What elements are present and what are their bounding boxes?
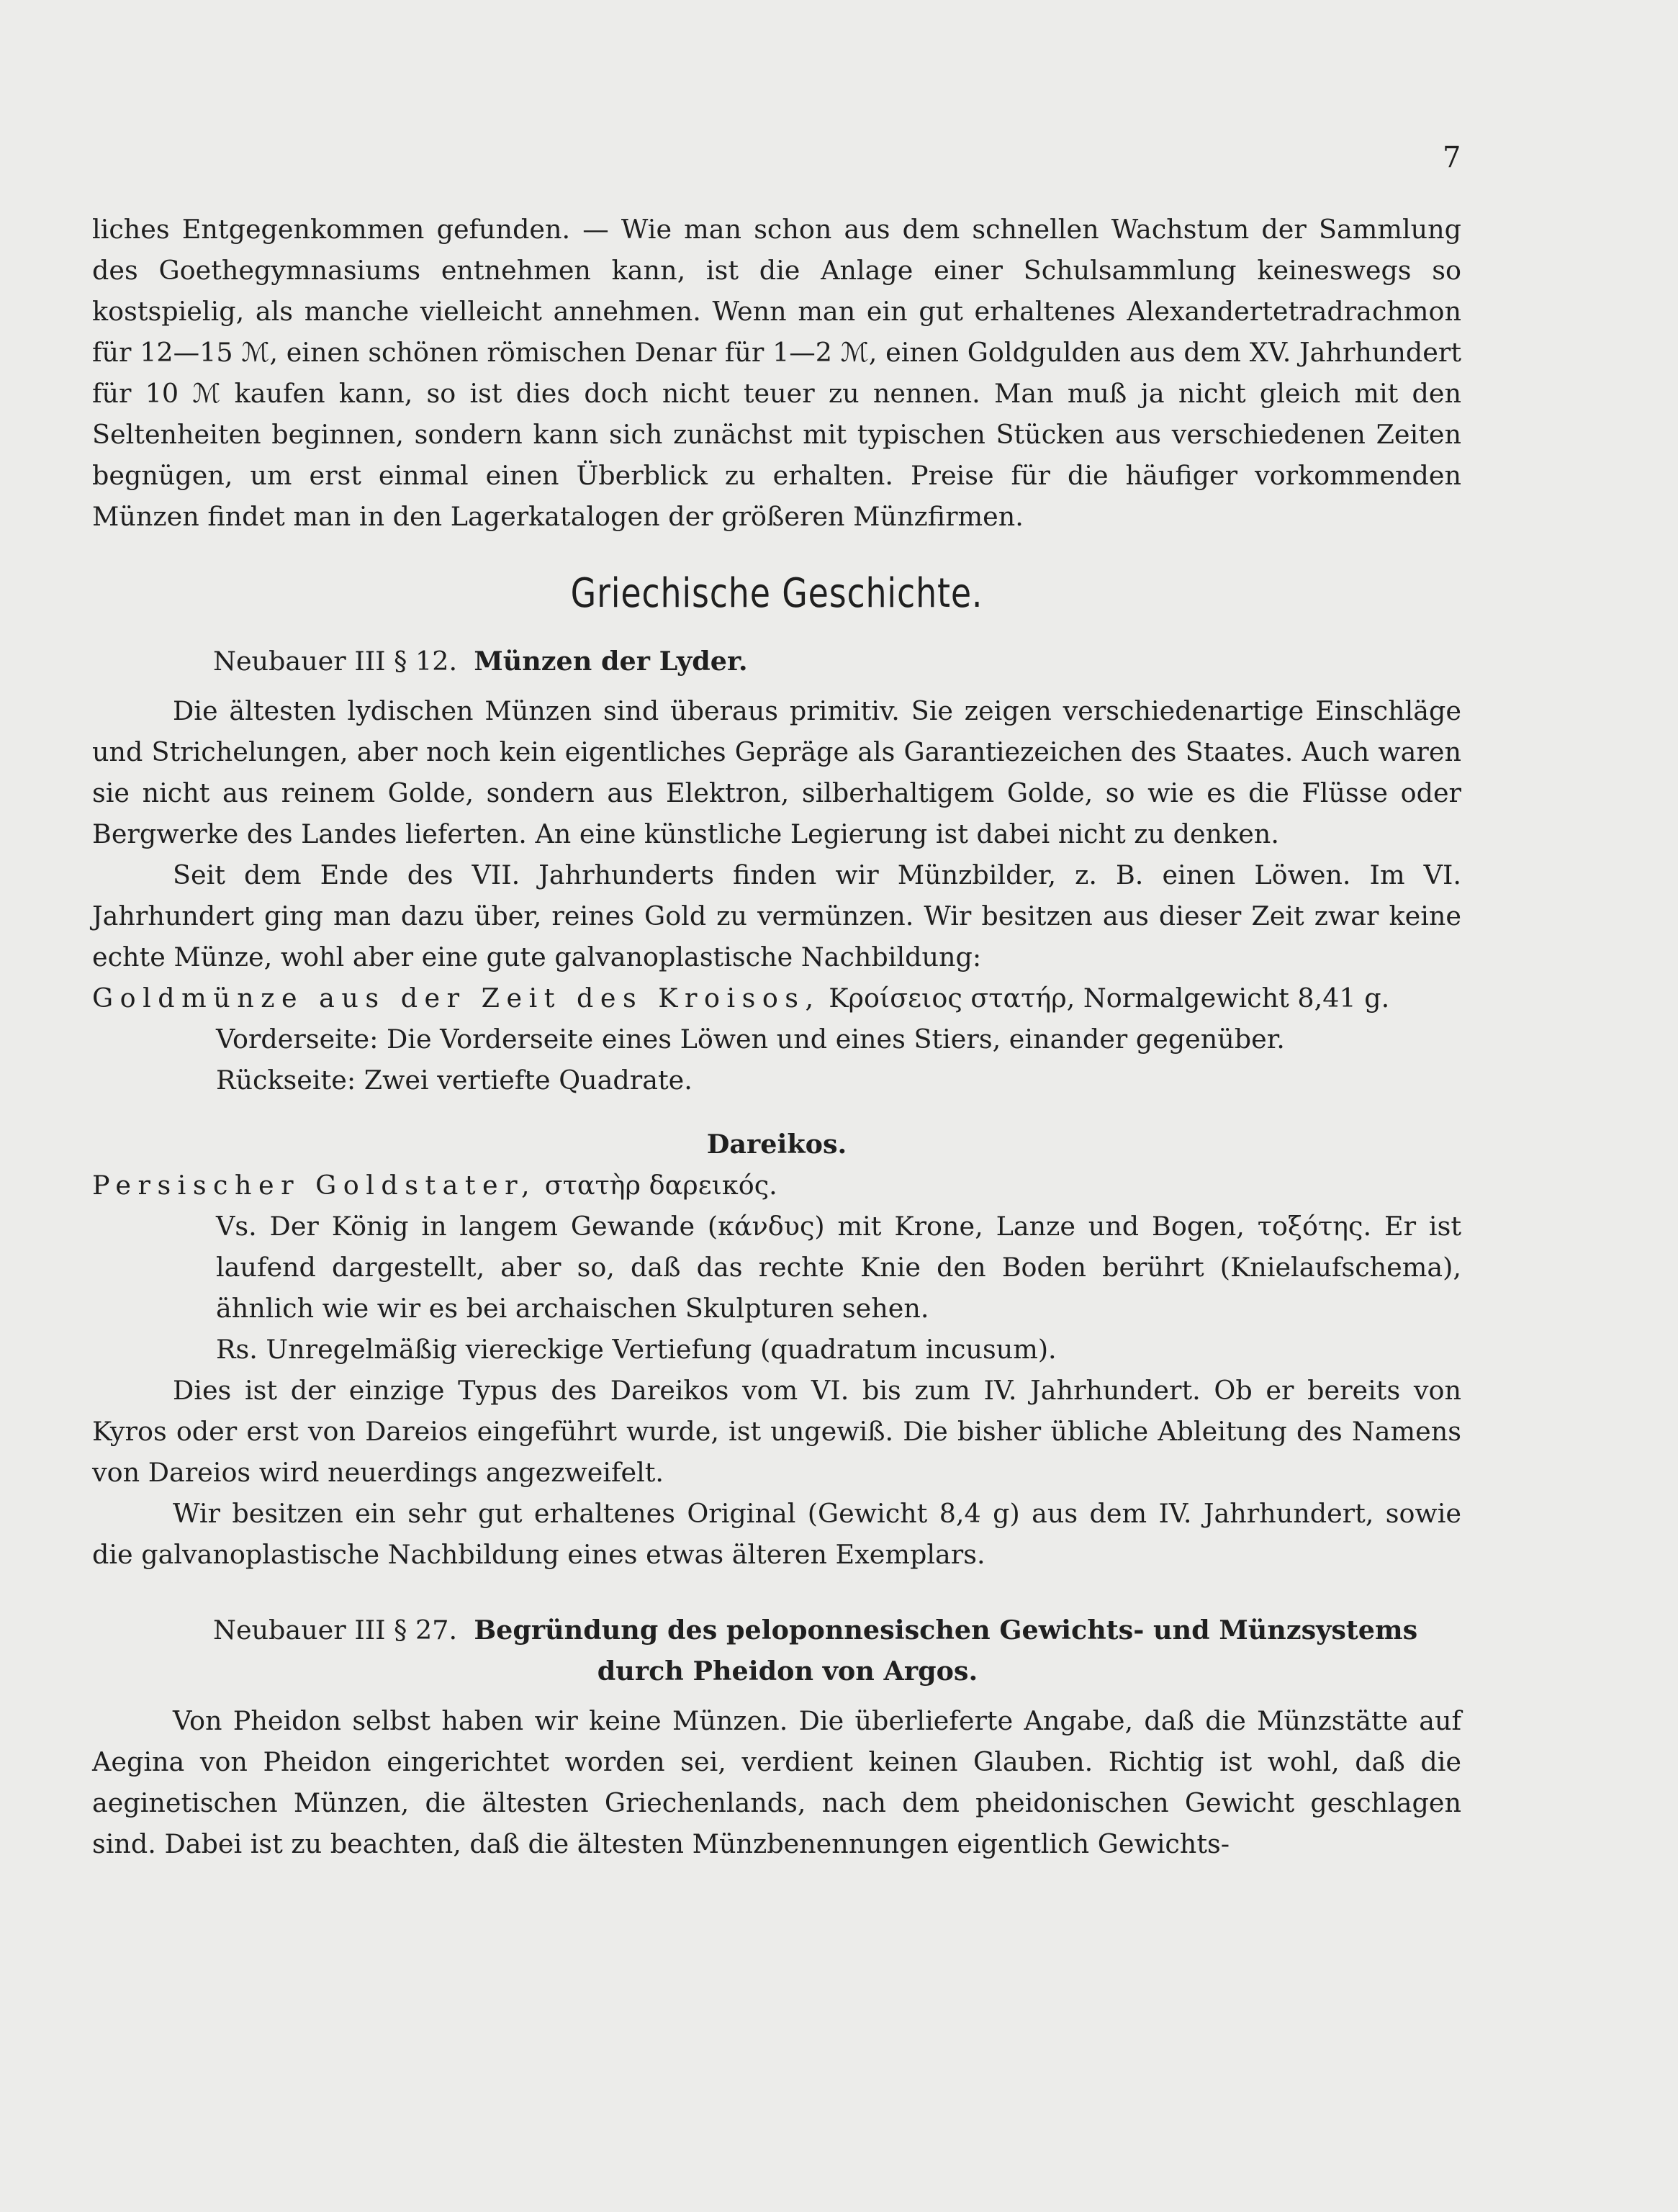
- coin-line: [92, 978, 1461, 1019]
- desc-rest: στατὴρ δαρεικός.: [544, 1170, 777, 1201]
- section-title: Münzen der Lyder.: [474, 646, 748, 677]
- section-ref: Neubauer III § 12.: [213, 646, 458, 677]
- chapter-title: Griechische Geschichte.: [570, 570, 983, 617]
- paragraph: Die ältesten lydischen Münzen sind überaus primitiv. Sie zeigen verschiedenartige Einschläge und Strichelungen, aber noch kein eigentliches Gepräge als Garantiezeichen des Staates. Auch waren sie nicht aus reinem Golde, sondern aus Elektron, silberhaltigem Golde, so wie es die Flüsse oder Bergwerke des Landes lieferten. An eine künstliche Legierung ist dabei nicht zu denken.: [92, 695, 1461, 849]
- dareikos-heading: [92, 1124, 1461, 1165]
- dareikos-desc: [92, 1165, 1461, 1206]
- section-title: Begründung des peloponnesischen Gewichts- und Münzsystems: [474, 1615, 1418, 1646]
- section-heading-lyder: [92, 641, 1461, 682]
- section-ref: Neubauer III § 27.: [213, 1615, 458, 1646]
- paragraph: Seit dem Ende des VII. Jahrhunderts finden wir Münzbilder, z. B. einen Löwen. Im VI. Jahrhundert ging man dazu über, reines Gold zu vermünzen. Wir besitzen aus dieser Zeit zwar keine echte Münze, wohl aber eine gute galvanoplastische Nachbildung:: [92, 859, 1461, 972]
- coin-name-spaced: Goldmünze aus der Zeit des Kroisos,: [92, 983, 821, 1014]
- page-content: [92, 209, 1461, 1864]
- intro-paragraph: liches Entgegenkommen gefunden. — Wie man schon aus dem schnellen Wachstum der Sammlung des Goethegymnasiums entnehmen kann, ist die Anlage einer Schulsammlung keineswegs so kostspielig, als manche vielleicht annehmen. Wenn man ein gut erhaltenes Alexandertetradrachmon für 12—15 ℳ, einen schönen römischen Denar für 1—2 ℳ, einen Goldgulden aus dem XV. Jahrhundert für 10 ℳ kaufen kann, so ist dies doch nicht teuer zu nennen. Man muß ja nicht gleich mit den Seltenheiten beginnen, sondern kann sich zunächst mit typischen Stücken aus verschiedenen Zeiten begnügen, um erst einmal einen Überblick zu erhalten. Preise für die häufiger vorkommenden Münzen findet man in den Lagerkatalogen der größeren Münzfirmen.: [92, 214, 1461, 532]
- section-heading-pheidon: [92, 1610, 1461, 1651]
- section-title-cont: [92, 1651, 1461, 1692]
- paragraph: Wir besitzen ein sehr gut erhaltenes Original (Gewicht 8,4 g) aus dem IV. Jahrhundert, sowie die galvanoplastische Nachbildung eines etwas älteren Exemplars.: [92, 1498, 1461, 1570]
- desc-spaced: Persischer Goldstater,: [92, 1170, 537, 1201]
- vs-paragraph: Vs. Der König in langem Gewande (κάνδυς) mit Krone, Lanze und Bogen, τοξότης. Er ist laufend dargestellt, aber so, daß das rechte Knie den Boden berührt (Knielaufschema), ähnlich wie wir es bei archaischen Skulpturen sehen.: [216, 1211, 1461, 1324]
- section-title-line2: durch Pheidon von Argos.: [597, 1656, 978, 1687]
- obverse-line: Vorderseite: Die Vorderseite eines Löwen und eines Stiers, einander gegenüber.: [216, 1024, 1285, 1055]
- paragraph: Dies ist der einzige Typus des Dareikos vom VI. bis zum IV. Jahrhundert. Ob er bereits von Kyros oder erst von Dareios eingeführt wurde, ist ungewiß. Die bisher übliche Ableitung des Namens von Dareios wird neuerdings angezweifelt.: [92, 1375, 1461, 1488]
- rs-paragraph: Rs. Unregelmäßig viereckige Vertiefung (quadratum incusum).: [216, 1334, 1057, 1365]
- dareikos-title: Dareikos.: [706, 1129, 847, 1160]
- coin-name-rest: Κροίσειος στατήρ, Normalgewicht 8,41 g.: [829, 983, 1390, 1014]
- paragraph: Von Pheidon selbst haben wir keine Münzen. Die überlieferte Angabe, daß die Münzstätte auf Aegina von Pheidon eingerichtet worden sei, verdient keinen Glauben. Richtig ist wohl, daß die aeginetischen Münzen, die ältesten Griechenlands, nach dem pheidonischen Gewicht geschlagen sind. Dabei ist zu beachten, daß die ältesten Münzbenennungen eigentlich Gewichts-: [92, 1705, 1461, 1859]
- page-number: 7: [1443, 141, 1461, 174]
- reverse-line: Rückseite: Zwei vertiefte Quadrate.: [216, 1065, 693, 1096]
